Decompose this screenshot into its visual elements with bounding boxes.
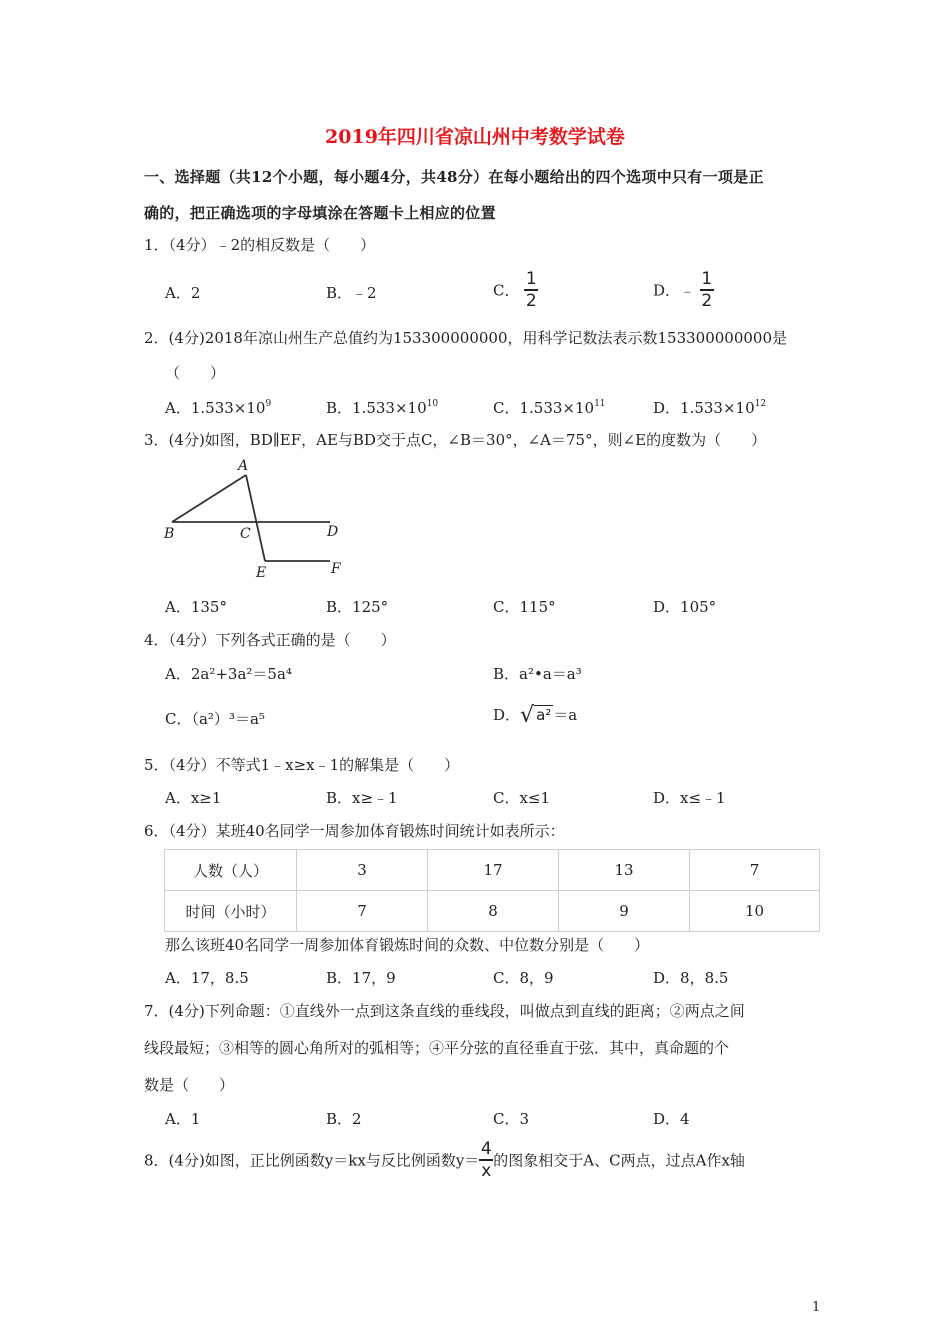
table-cell: 8 [428, 891, 559, 932]
table-cell: 17 [428, 850, 559, 891]
page-number: 1 [812, 1300, 821, 1315]
q6-option-c: C．8，9 [493, 969, 554, 987]
fraction-numerator: 1 [525, 269, 537, 289]
q8-stem-prefix: 8．(4分)如图，正比例函数y＝kx与反比例函数y＝ [144, 1151, 480, 1170]
q7-option-b: B．2 [326, 1110, 362, 1128]
q8-stem-suffix: 的图象相交于A、C两点，过点A作x轴 [493, 1151, 745, 1170]
table-cell: 9 [559, 891, 690, 932]
sqrt-icon: √ [520, 703, 535, 728]
q7-option-d: D．4 [653, 1110, 690, 1128]
q6-option-d: D．8，8.5 [653, 969, 729, 987]
q4-stem: 4．（4分）下列各式正确的是（ ） [144, 631, 396, 649]
table-cell: 7 [690, 850, 820, 891]
section-header-line2: 确的，把正确选项的字母填涂在答题卡上相应的位置 [144, 204, 496, 222]
q7-option-a: A．1 [165, 1110, 201, 1128]
q8-fraction [479, 1140, 493, 1180]
q4-option-d [493, 703, 577, 728]
q4-option-a: A．2a²+3a²＝5a⁴ [165, 665, 292, 683]
table-cell: 时间（小时） [165, 891, 297, 932]
q4-option-d-radicand: a² [536, 706, 552, 724]
q2-option-c-exponent: 11 [594, 399, 606, 409]
q1-option-c-fraction [524, 270, 538, 310]
point-label-f: F [331, 561, 341, 577]
q6-follow-question: 那么该班40名同学一周参加体育锻炼时间的众数、中位数分别是（ ） [165, 936, 650, 954]
q1-stem: 1．（4分）﹣2的相反数是（ ） [144, 236, 376, 254]
q3-option-c: C．115° [493, 598, 556, 616]
q6-option-b: B．17，9 [326, 969, 396, 987]
point-label-c: C [240, 526, 251, 542]
fraction-denominator: 2 [525, 290, 537, 311]
q2-option-d-base: D．1.533×10 [653, 399, 755, 417]
table-cell: 3 [297, 850, 428, 891]
q6-stem: 6．（4分）某班40名同学一周参加体育锻炼时间统计如表所示： [144, 822, 565, 840]
q6-option-a: A．17，8.5 [165, 969, 249, 987]
q2-option-d-exponent: 12 [754, 399, 767, 409]
q2-option-b-exponent: 10 [426, 399, 439, 409]
q4-option-d-result: ＝a [553, 706, 578, 724]
q2-option-b [326, 397, 438, 418]
q2-stem: 2．(4分)2018年凉山州生产总值约为153300000000，用科学记数法表示数153300000000是 [144, 329, 788, 347]
q5-option-c: C．x≤1 [493, 789, 551, 807]
line-ab [172, 475, 246, 522]
line-ae [246, 475, 265, 561]
q7-option-c: C．3 [493, 1110, 530, 1128]
q6-statistics-table [164, 849, 820, 932]
q3-geometry-figure [160, 455, 360, 585]
q5-stem: 5．（4分）不等式1﹣x≥x﹣1的解集是（ ） [144, 756, 460, 774]
q2-option-a-base: A．1.533×10 [165, 399, 266, 417]
q5-option-d: D．x≤﹣1 [653, 789, 726, 807]
q5-option-a: A．x≥1 [165, 789, 222, 807]
table-row [165, 891, 820, 932]
table-cell: 13 [559, 850, 690, 891]
q2-option-a-exponent: 9 [265, 399, 272, 409]
point-label-a: A [238, 458, 249, 474]
q3-option-a: A．135° [165, 598, 227, 616]
q1-option-d [653, 270, 714, 310]
point-label-e: E [256, 565, 267, 581]
q4-option-b: B．a²•a＝a³ [493, 665, 582, 683]
q4-option-c: C．（a²）³＝a⁵ [165, 710, 265, 728]
q3-option-b: B．125° [326, 598, 389, 616]
table-cell: 7 [297, 891, 428, 932]
point-label-d: D [327, 524, 339, 540]
q7-stem-line3: 数是（ ） [144, 1076, 235, 1094]
q2-option-b-base: B．1.533×10 [326, 399, 427, 417]
q1-option-b: B．﹣2 [326, 284, 377, 302]
fraction-denominator: 2 [701, 290, 713, 311]
q7-stem-line1: 7．(4分)下列命题：①直线外一点到这条直线的垂线段，叫做点到直线的距离；②两点之间 [144, 1002, 745, 1020]
q1-option-d-fraction [700, 270, 714, 310]
q1-option-d-label: D．﹣ [653, 281, 696, 300]
fraction-numerator: 1 [701, 269, 713, 289]
q1-option-c [493, 270, 538, 310]
q2-option-a [165, 397, 271, 418]
q1-option-a: A．2 [165, 284, 201, 302]
fraction-numerator: 4 [480, 1139, 492, 1159]
q7-stem-line2: 线段最短；③相等的圆心角所对的弧相等；④平分弦的直径垂直于弦．其中，真命题的个 [144, 1039, 730, 1057]
q5-option-b: B．x≥﹣1 [326, 789, 398, 807]
q2-option-c [493, 397, 606, 418]
point-label-b: B [164, 526, 175, 542]
q3-stem: 3．(4分)如图，BD∥EF，AE与BD交于点C，∠B＝30°，∠A＝75°，则∠E的度数为（ ） [144, 431, 767, 449]
q2-option-c-base: C．1.533×10 [493, 399, 595, 417]
q2-option-d [653, 397, 766, 418]
table-cell: 10 [690, 891, 820, 932]
q8-stem [144, 1140, 745, 1180]
page-title: 2019年四川省凉山州中考数学试卷 [325, 126, 625, 148]
q4-option-d-label: D． [493, 706, 521, 724]
q2-stem-paren: （ ） [165, 364, 226, 382]
q3-option-d: D．105° [653, 598, 717, 616]
q1-option-c-label: C． [493, 281, 520, 300]
table-cell: 人数（人） [165, 850, 297, 891]
fraction-denominator: x [481, 1160, 492, 1181]
table-row [165, 850, 820, 891]
section-header-line1: 一、选择题（共12个小题，每小题4分，共48分）在每小题给出的四个选项中只有一项是正 [144, 168, 764, 186]
